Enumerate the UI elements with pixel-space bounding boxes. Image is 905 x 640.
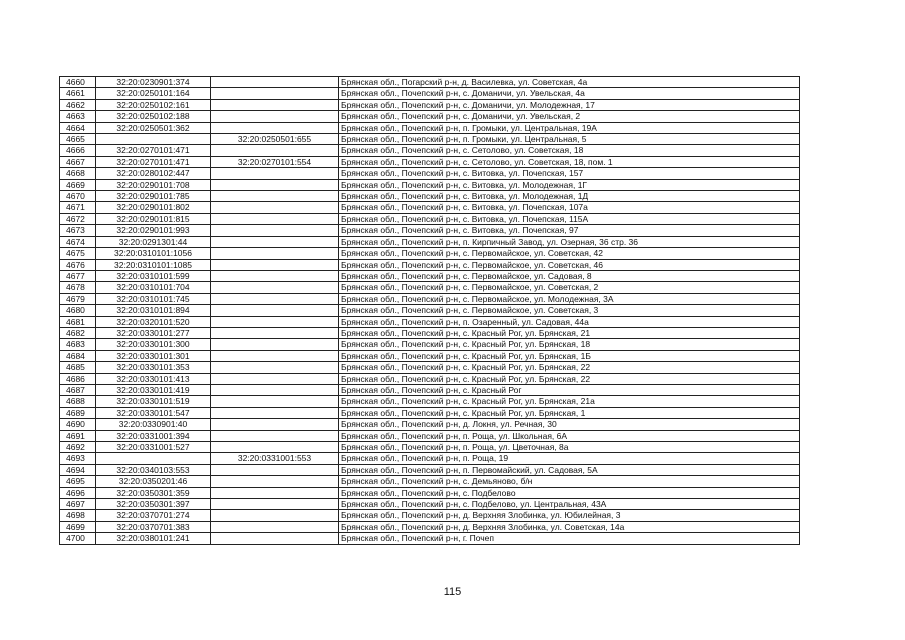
related-cadastral-number-cell (211, 430, 339, 441)
table-row (60, 305, 800, 316)
table-row (60, 339, 800, 350)
table-row (60, 464, 800, 475)
related-cadastral-number-cell (211, 305, 339, 316)
table-row (60, 293, 800, 304)
address-cell: Брянская обл., Почепский р-н, с. Доманичи, ул. Увельская, 2 (339, 111, 800, 122)
row-number-cell: 4660 (60, 77, 96, 88)
cadastral-number-cell: 32:20:0370701:274 (96, 510, 211, 521)
table-row (60, 179, 800, 190)
row-number-cell: 4697 (60, 499, 96, 510)
page-number: 115 (443, 586, 462, 598)
row-number-cell: 4675 (60, 248, 96, 259)
table-row (60, 407, 800, 418)
row-number-cell: 4680 (60, 305, 96, 316)
table-row (60, 168, 800, 179)
cadastral-number-cell: 32:20:0250102:188 (96, 111, 211, 122)
table-body (60, 77, 800, 545)
cadastral-number-cell: 32:20:0370701:383 (96, 521, 211, 532)
related-cadastral-number-cell (211, 384, 339, 395)
cadastral-number-cell: 32:20:0330101:547 (96, 407, 211, 418)
related-cadastral-number-cell (211, 510, 339, 521)
related-cadastral-number-cell (211, 88, 339, 99)
row-number-cell: 4690 (60, 419, 96, 430)
cadastral-number-cell: 32:20:0290101:815 (96, 213, 211, 224)
address-cell: Брянская обл., Почепский р-н, п. Первомайский, ул. Садовая, 5А (339, 464, 800, 475)
address-cell: Брянская обл., Почепский р-н, с. Красный Рог, ул. Брянская, 22 (339, 373, 800, 384)
address-cell: Брянская обл., Почепский р-н, с. Первомайское, ул. Советская, 42 (339, 248, 800, 259)
table-row (60, 430, 800, 441)
row-number-cell: 4698 (60, 510, 96, 521)
table-row (60, 453, 800, 464)
cadastral-number-cell: 32:20:0331001:527 (96, 442, 211, 453)
row-number-cell: 4664 (60, 122, 96, 133)
table-row (60, 487, 800, 498)
related-cadastral-number-cell (211, 236, 339, 247)
related-cadastral-number-cell (211, 407, 339, 418)
table-row (60, 521, 800, 532)
table-row (60, 259, 800, 270)
related-cadastral-number-cell: 32:20:0331001:553 (211, 453, 339, 464)
address-cell: Брянская обл., Почепский р-н, п. Роща, ул. Цветочная, 8а (339, 442, 800, 453)
cadastral-number-cell (96, 453, 211, 464)
address-cell: Брянская обл., Почепский р-н, п. Громыки, ул. Центральная, 19А (339, 122, 800, 133)
cadastral-number-cell: 32:20:0270101:471 (96, 156, 211, 167)
related-cadastral-number-cell (211, 213, 339, 224)
table-row (60, 476, 800, 487)
table-row (60, 134, 800, 145)
table-row (60, 282, 800, 293)
row-number-cell: 4677 (60, 270, 96, 281)
address-cell: Брянская обл., Почепский р-н, с. Доманичи, ул. Увельская, 4а (339, 88, 800, 99)
address-cell: Брянская обл., Почепский р-н, с. Красный Рог, ул. Брянская, 18 (339, 339, 800, 350)
related-cadastral-number-cell (211, 487, 339, 498)
cadastral-number-cell: 32:20:0290101:708 (96, 179, 211, 190)
address-cell: Брянская обл., Почепский р-н, д. Верхняя Злобинка, ул. Советская, 14а (339, 521, 800, 532)
cadastral-number-cell: 32:20:0350201:46 (96, 476, 211, 487)
table-row (60, 350, 800, 361)
cadastral-number-cell: 32:20:0250501:362 (96, 122, 211, 133)
related-cadastral-number-cell (211, 396, 339, 407)
cadastral-number-cell: 32:20:0330101:353 (96, 362, 211, 373)
related-cadastral-number-cell (211, 270, 339, 281)
address-cell: Брянская обл., Почепский р-н, с. Красный Рог (339, 384, 800, 395)
cadastral-number-cell: 32:20:0331001:394 (96, 430, 211, 441)
related-cadastral-number-cell: 32:20:0250501:655 (211, 134, 339, 145)
table-row (60, 499, 800, 510)
property-table (59, 76, 800, 545)
row-number-cell: 4666 (60, 145, 96, 156)
row-number-cell: 4669 (60, 179, 96, 190)
cadastral-number-cell: 32:20:0280102:447 (96, 168, 211, 179)
row-number-cell: 4671 (60, 202, 96, 213)
table-row (60, 270, 800, 281)
row-number-cell: 4696 (60, 487, 96, 498)
address-cell: Брянская обл., Почепский р-н, с. Красный Рог, ул. Брянская, 21 (339, 327, 800, 338)
table-row (60, 156, 800, 167)
related-cadastral-number-cell (211, 77, 339, 88)
table-row (60, 202, 800, 213)
address-cell: Брянская обл., Почепский р-н, г. Почеп (339, 533, 800, 544)
address-cell: Брянская обл., Почепский р-н, с. Витовка, ул. Молодежная, 1Д (339, 191, 800, 202)
table-row (60, 419, 800, 430)
row-number-cell: 4685 (60, 362, 96, 373)
row-number-cell: 4663 (60, 111, 96, 122)
address-cell: Брянская обл., Почепский р-н, с. Первомайское, ул. Садовая, 8 (339, 270, 800, 281)
related-cadastral-number-cell (211, 111, 339, 122)
address-cell: Брянская обл., Почепский р-н, п. Громыки, ул. Центральная, 5 (339, 134, 800, 145)
row-number-cell: 4687 (60, 384, 96, 395)
table-row (60, 236, 800, 247)
row-number-cell: 4681 (60, 316, 96, 327)
address-cell: Брянская обл., Почепский р-н, с. Красный Рог, ул. Брянская, 22 (339, 362, 800, 373)
address-cell: Брянская обл., Почепский р-н, с. Подбелово (339, 487, 800, 498)
row-number-cell: 4683 (60, 339, 96, 350)
cadastral-number-cell: 32:20:0350301:359 (96, 487, 211, 498)
address-cell: Брянская обл., Почепский р-н, д. Локня, ул. Речная, 30 (339, 419, 800, 430)
row-number-cell: 4682 (60, 327, 96, 338)
row-number-cell: 4686 (60, 373, 96, 384)
row-number-cell: 4676 (60, 259, 96, 270)
address-cell: Брянская обл., Почепский р-н, с. Первомайское, ул. Советская, 46 (339, 259, 800, 270)
row-number-cell: 4673 (60, 225, 96, 236)
row-number-cell: 4665 (60, 134, 96, 145)
address-cell: Брянская обл., Почепский р-н, п. Роща, 19 (339, 453, 800, 464)
table-row (60, 122, 800, 133)
address-cell: Брянская обл., Почепский р-н, с. Первомайское, ул. Молодежная, 3А (339, 293, 800, 304)
cadastral-number-cell: 32:20:0310101:704 (96, 282, 211, 293)
address-cell: Брянская обл., Почепский р-н, д. Верхняя Злобинка, ул. Юбилейная, 3 (339, 510, 800, 521)
address-cell: Брянская обл., Погарский р-н, д. Василевка, ул. Советская, 4а (339, 77, 800, 88)
related-cadastral-number-cell (211, 293, 339, 304)
address-cell: Брянская обл., Почепский р-н, с. Красный Рог, ул. Брянская, 1Б (339, 350, 800, 361)
related-cadastral-number-cell (211, 339, 339, 350)
related-cadastral-number-cell (211, 327, 339, 338)
related-cadastral-number-cell (211, 476, 339, 487)
cadastral-number-cell: 32:20:0330101:419 (96, 384, 211, 395)
address-cell: Брянская обл., Почепский р-н, с. Красный Рог, ул. Брянская, 21а (339, 396, 800, 407)
cadastral-number-cell: 32:20:0250101:164 (96, 88, 211, 99)
cadastral-number-cell: 32:20:0330101:519 (96, 396, 211, 407)
related-cadastral-number-cell (211, 225, 339, 236)
address-cell: Брянская обл., Почепский р-н, с. Сетолово, ул. Советская, 18, пом. 1 (339, 156, 800, 167)
row-number-cell: 4692 (60, 442, 96, 453)
cadastral-number-cell: 32:20:0340103:553 (96, 464, 211, 475)
row-number-cell: 4668 (60, 168, 96, 179)
cadastral-number-cell: 32:20:0330101:413 (96, 373, 211, 384)
row-number-cell: 4672 (60, 213, 96, 224)
table-row (60, 77, 800, 88)
row-number-cell: 4670 (60, 191, 96, 202)
row-number-cell: 4667 (60, 156, 96, 167)
cadastral-number-cell: 32:20:0320101:520 (96, 316, 211, 327)
address-cell: Брянская обл., Почепский р-н, п. Кирпичный Завод, ул. Озерная, 36 стр. 36 (339, 236, 800, 247)
address-cell: Брянская обл., Почепский р-н, с. Витовка, ул. Молодежная, 1Г (339, 179, 800, 190)
related-cadastral-number-cell (211, 282, 339, 293)
row-number-cell: 4691 (60, 430, 96, 441)
row-number-cell: 4695 (60, 476, 96, 487)
cadastral-number-cell: 32:20:0291301:44 (96, 236, 211, 247)
related-cadastral-number-cell (211, 259, 339, 270)
cadastral-number-cell: 32:20:0310101:599 (96, 270, 211, 281)
related-cadastral-number-cell (211, 464, 339, 475)
table-row (60, 248, 800, 259)
related-cadastral-number-cell (211, 168, 339, 179)
cadastral-number-cell: 32:20:0310101:1056 (96, 248, 211, 259)
address-cell: Брянская обл., Почепский р-н, с. Витовка, ул. Почепская, 157 (339, 168, 800, 179)
row-number-cell: 4689 (60, 407, 96, 418)
row-number-cell: 4699 (60, 521, 96, 532)
row-number-cell: 4674 (60, 236, 96, 247)
address-cell: Брянская обл., Почепский р-н, с. Первомайское, ул. Советская, 2 (339, 282, 800, 293)
row-number-cell: 4679 (60, 293, 96, 304)
row-number-cell: 4678 (60, 282, 96, 293)
related-cadastral-number-cell (211, 179, 339, 190)
cadastral-number-cell: 32:20:0310101:1085 (96, 259, 211, 270)
row-number-cell: 4684 (60, 350, 96, 361)
row-number-cell: 4700 (60, 533, 96, 544)
address-cell: Брянская обл., Почепский р-н, с. Сетолово, ул. Советская, 18 (339, 145, 800, 156)
cadastral-number-cell: 32:20:0330901:40 (96, 419, 211, 430)
related-cadastral-number-cell (211, 316, 339, 327)
related-cadastral-number-cell (211, 373, 339, 384)
table-row (60, 442, 800, 453)
table-row (60, 88, 800, 99)
cadastral-number-cell: 32:20:0250102:161 (96, 99, 211, 110)
table-row (60, 373, 800, 384)
address-cell: Брянская обл., Почепский р-н, п. Роща, ул. Школьная, 6А (339, 430, 800, 441)
cadastral-number-cell (96, 134, 211, 145)
cadastral-number-cell: 32:20:0350301:397 (96, 499, 211, 510)
table-row (60, 316, 800, 327)
cadastral-number-cell: 32:20:0290101:802 (96, 202, 211, 213)
related-cadastral-number-cell (211, 521, 339, 532)
related-cadastral-number-cell (211, 248, 339, 259)
row-number-cell: 4662 (60, 99, 96, 110)
address-cell: Брянская обл., Почепский р-н, с. Витовка, ул. Почепская, 97 (339, 225, 800, 236)
table-row (60, 145, 800, 156)
table-row (60, 327, 800, 338)
address-cell: Брянская обл., Почепский р-н, п. Озаренный, ул. Садовая, 44а (339, 316, 800, 327)
table-row (60, 111, 800, 122)
address-cell: Брянская обл., Почепский р-н, с. Демьяново, б/н (339, 476, 800, 487)
cadastral-number-cell: 32:20:0380101:241 (96, 533, 211, 544)
row-number-cell: 4694 (60, 464, 96, 475)
cadastral-number-cell: 32:20:0230901:374 (96, 77, 211, 88)
table-row (60, 384, 800, 395)
address-cell: Брянская обл., Почепский р-н, с. Первомайское, ул. Советская, 3 (339, 305, 800, 316)
address-cell: Брянская обл., Почепский р-н, с. Витовка, ул. Почепская, 107а (339, 202, 800, 213)
related-cadastral-number-cell (211, 499, 339, 510)
related-cadastral-number-cell: 32:20:0270101:554 (211, 156, 339, 167)
table-row (60, 362, 800, 373)
address-cell: Брянская обл., Почепский р-н, с. Подбелово, ул. Центральная, 43А (339, 499, 800, 510)
related-cadastral-number-cell (211, 533, 339, 544)
address-cell: Брянская обл., Почепский р-н, с. Красный Рог, ул. Брянская, 1 (339, 407, 800, 418)
related-cadastral-number-cell (211, 419, 339, 430)
address-cell: Брянская обл., Почепский р-н, с. Доманичи, ул. Молодежная, 17 (339, 99, 800, 110)
cadastral-number-cell: 32:20:0330101:301 (96, 350, 211, 361)
row-number-cell: 4661 (60, 88, 96, 99)
related-cadastral-number-cell (211, 442, 339, 453)
table-row (60, 396, 800, 407)
table-row (60, 533, 800, 544)
table-row (60, 99, 800, 110)
row-number-cell: 4688 (60, 396, 96, 407)
cadastral-number-cell: 32:20:0310101:894 (96, 305, 211, 316)
related-cadastral-number-cell (211, 350, 339, 361)
table-row (60, 225, 800, 236)
related-cadastral-number-cell (211, 191, 339, 202)
address-cell: Брянская обл., Почепский р-н, с. Витовка, ул. Почепская, 115А (339, 213, 800, 224)
cadastral-number-cell: 32:20:0330101:277 (96, 327, 211, 338)
related-cadastral-number-cell (211, 202, 339, 213)
row-number-cell: 4693 (60, 453, 96, 464)
cadastral-number-cell: 32:20:0270101:471 (96, 145, 211, 156)
table-row (60, 510, 800, 521)
table-row (60, 213, 800, 224)
related-cadastral-number-cell (211, 99, 339, 110)
table-row (60, 191, 800, 202)
related-cadastral-number-cell (211, 122, 339, 133)
cadastral-number-cell: 32:20:0330101:300 (96, 339, 211, 350)
related-cadastral-number-cell (211, 145, 339, 156)
cadastral-number-cell: 32:20:0290101:785 (96, 191, 211, 202)
related-cadastral-number-cell (211, 362, 339, 373)
cadastral-number-cell: 32:20:0310101:745 (96, 293, 211, 304)
cadastral-number-cell: 32:20:0290101:993 (96, 225, 211, 236)
